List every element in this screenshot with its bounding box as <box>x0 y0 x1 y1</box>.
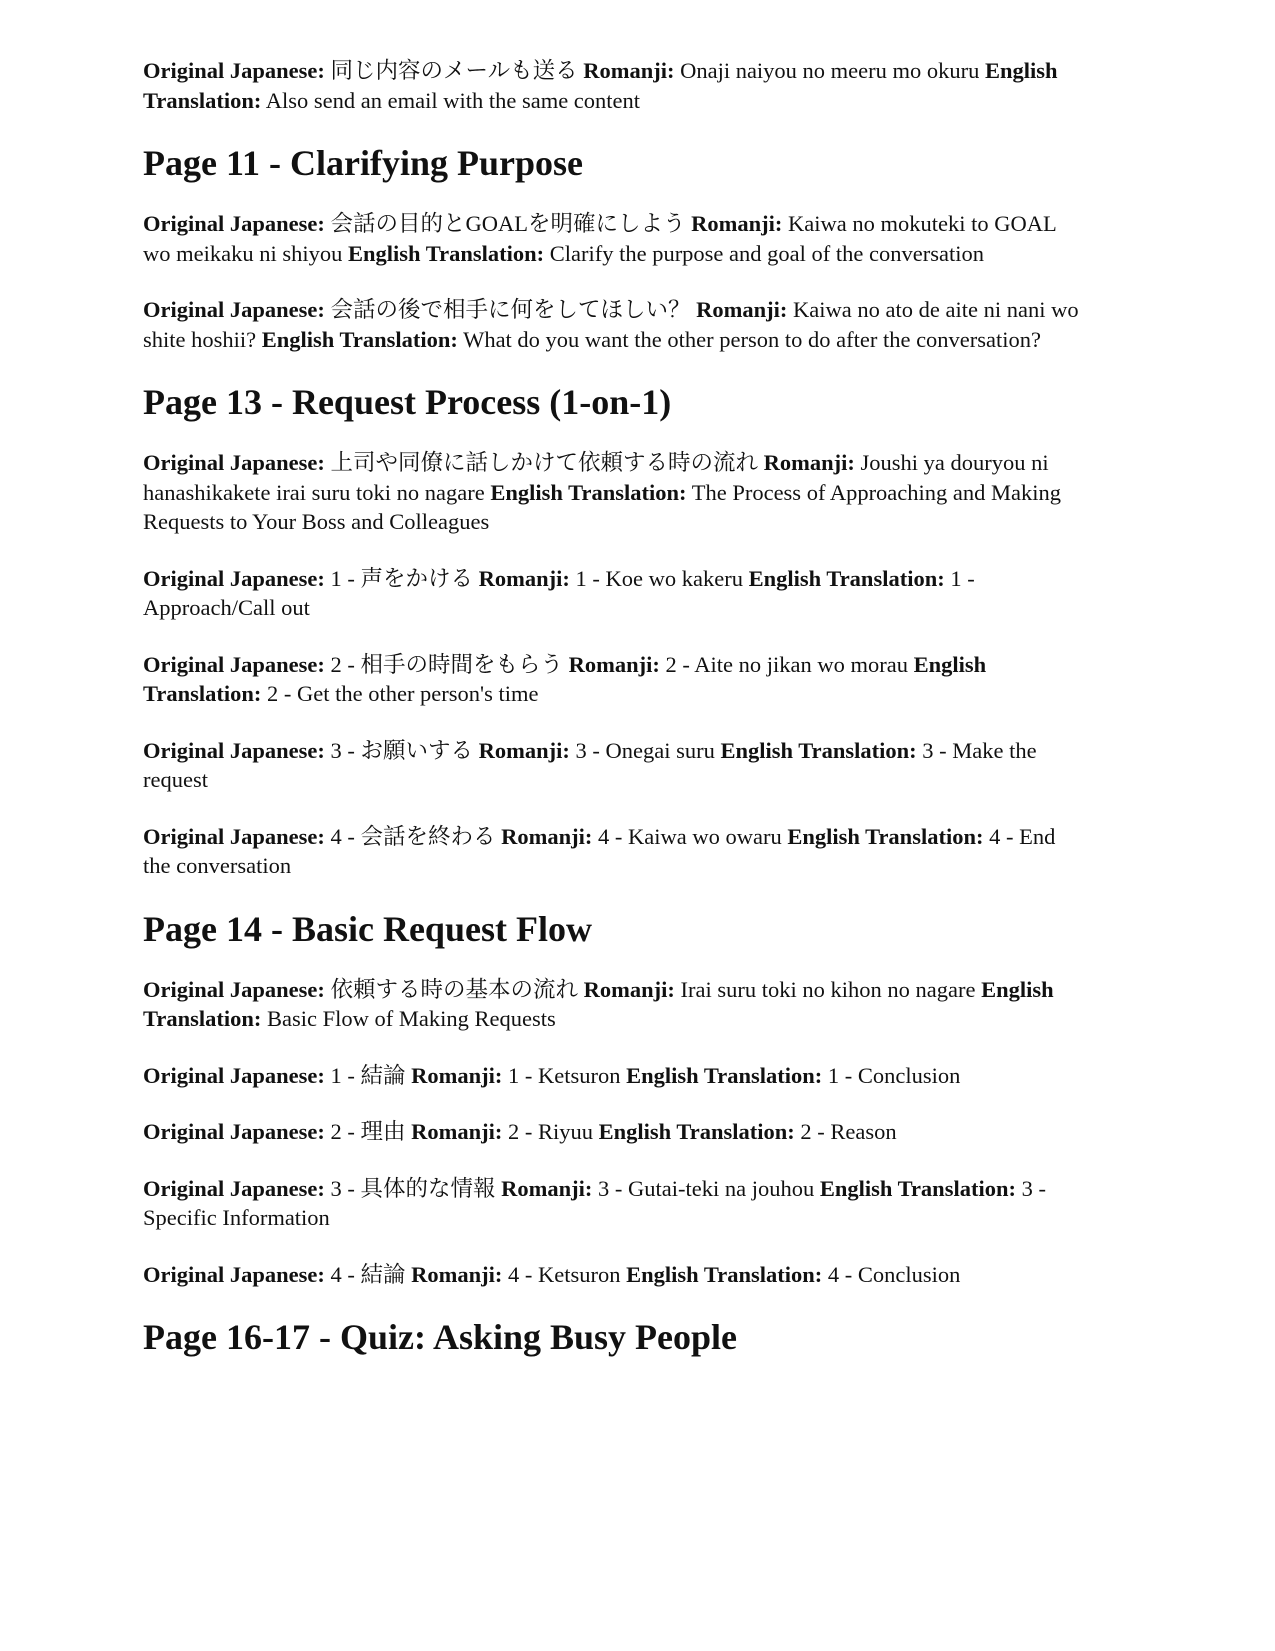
entry-p14-3 <box>143 1117 1083 1147</box>
romanji-text: 4 - Ketsuron <box>508 1261 621 1287</box>
entry-p11-1 <box>143 209 1083 268</box>
label-japanese: Original Japanese: <box>143 1062 325 1088</box>
entry-p13-4 <box>143 736 1083 795</box>
label-romanji: Romanji: <box>478 737 570 763</box>
english-text: 4 - End the conversation <box>143 823 1056 878</box>
label-english: English Translation: <box>143 58 1058 113</box>
romanji-text: 3 - Onegai suru <box>575 737 715 763</box>
entry-p13-2 <box>143 564 1083 623</box>
japanese-text: 3 - 具体的な情報 <box>330 1175 496 1201</box>
label-japanese: Original Japanese: <box>143 651 325 677</box>
label-english: English Translation: <box>626 1062 823 1088</box>
romanji-text: 1 - Koe wo kakeru <box>575 565 743 591</box>
section-heading-page-13: Page 13 - Request Process (1-on-1) <box>143 382 672 422</box>
label-japanese: Original Japanese: <box>143 58 325 83</box>
label-english: English Translation: <box>143 651 987 706</box>
english-text: 2 - Get the other person's time <box>266 681 539 706</box>
label-japanese: Original Japanese: <box>143 1119 325 1144</box>
label-english: English Translation: <box>819 1175 1016 1201</box>
japanese-text: 1 - 結論 <box>330 1062 406 1088</box>
japanese-text: 会話の目的とGOALを明確にしよう <box>330 211 686 236</box>
english-text: What do you want the other person to do after the conversation? <box>463 326 1042 352</box>
label-japanese: Original Japanese: <box>143 823 325 849</box>
label-romanji: Romanji: <box>411 1119 503 1144</box>
english-text: The Process of Approaching and Making Requests to Your Boss and Colleagues <box>143 479 1062 534</box>
japanese-text: 依頼する時の基本の流れ <box>330 976 579 1002</box>
romanji-text: 2 - Aite no jikan wo morau <box>665 651 908 677</box>
label-japanese: Original Japanese: <box>143 1261 325 1287</box>
label-romanji: Romanji: <box>583 58 675 83</box>
romanji-text: 3 - Gutai-teki na jouhou <box>598 1175 815 1201</box>
label-english: English Translation: <box>347 240 545 266</box>
japanese-text: 会話の後で相手に何をしてほしい？ <box>330 297 691 322</box>
label-romanji: Romanji: <box>411 1261 503 1287</box>
romanji-text: 2 - Riyuu <box>508 1119 594 1144</box>
label-japanese: Original Japanese: <box>143 737 325 763</box>
label-japanese: Original Japanese: <box>143 1175 325 1201</box>
label-english: English Translation: <box>720 737 917 763</box>
label-romanji: Romanji: <box>478 565 570 591</box>
label-romanji: Romanji: <box>696 297 788 322</box>
label-romanji: Romanji: <box>583 976 675 1002</box>
english-text: Clarify the purpose and goal of the conversation <box>549 240 984 266</box>
entry-p14-5 <box>143 1260 1083 1290</box>
label-romanji: Romanji: <box>501 823 593 849</box>
label-english: English Translation: <box>626 1261 823 1287</box>
japanese-text: 上司や同僚に話しかけて依頼する時の流れ <box>330 450 759 475</box>
label-japanese: Original Japanese: <box>143 976 325 1002</box>
romanji-text: Irai suru toki no kihon no nagare <box>680 976 976 1002</box>
english-text: 2 - Reason <box>800 1119 897 1144</box>
entry-p13-5 <box>143 822 1083 881</box>
entry-p11-2 <box>143 295 1083 354</box>
english-text: 4 - Conclusion <box>827 1261 961 1287</box>
entry-p13-3 <box>143 650 1083 709</box>
label-romanji: Romanji: <box>411 1062 503 1088</box>
english-text: 3 - Specific Information <box>143 1175 1046 1230</box>
label-japanese: Original Japanese: <box>143 565 325 591</box>
english-text: Also send an email with the same content <box>265 87 641 113</box>
label-english: English Translation: <box>748 565 945 591</box>
romanji-text: 1 - Ketsuron <box>508 1062 621 1088</box>
label-english: English Translation: <box>490 479 687 505</box>
romanji-text: Onaji naiyou no meeru mo okuru <box>680 58 980 83</box>
label-japanese: Original Japanese: <box>143 211 325 236</box>
japanese-text: 4 - 結論 <box>330 1261 406 1287</box>
section-heading-page-11: Page 11 - Clarifying Purpose <box>143 143 583 183</box>
entry-p14-2 <box>143 1061 1083 1091</box>
japanese-text: 4 - 会話を終わる <box>330 823 496 849</box>
label-japanese: Original Japanese: <box>143 450 325 475</box>
english-text: 3 - Make the request <box>143 737 1037 792</box>
entry-intro <box>143 56 1083 115</box>
document-page <box>143 56 1083 1357</box>
entry-p14-1 <box>143 975 1083 1034</box>
japanese-text: 2 - 理由 <box>330 1119 406 1144</box>
section-heading-page-14: Page 14 - Basic Request Flow <box>143 908 592 949</box>
japanese-text: 2 - 相手の時間をもらう <box>330 651 564 677</box>
entry-p14-4 <box>143 1174 1083 1233</box>
label-english: English Translation: <box>143 976 1054 1031</box>
label-romanji: Romanji: <box>501 1175 593 1201</box>
entry-p13-1 <box>143 448 1083 537</box>
japanese-text: 1 - 声をかける <box>330 565 474 591</box>
label-english: English Translation: <box>598 1119 795 1144</box>
label-romanji: Romanji: <box>763 450 855 475</box>
english-text: 1 - Conclusion <box>827 1062 961 1088</box>
romanji-text: Kaiwa no ato de aite ni nani wo shite hoshii? <box>143 297 1079 352</box>
romanji-text: Joushi ya douryou ni hanashikakete irai suru toki no nagare <box>143 450 1049 505</box>
label-english: English Translation: <box>261 326 458 352</box>
english-text: 1 - Approach/Call out <box>143 565 975 620</box>
japanese-text: 3 - お願いする <box>330 737 474 763</box>
label-romanji: Romanji: <box>568 651 660 677</box>
label-romanji: Romanji: <box>691 211 783 236</box>
label-english: English Translation: <box>787 823 984 849</box>
english-text: Basic Flow of Making Requests <box>266 1006 556 1031</box>
japanese-text: 同じ内容のメールも送る <box>330 58 578 83</box>
romanji-text: 4 - Kaiwa wo owaru <box>598 823 782 849</box>
romanji-text: Kaiwa no mokuteki to GOAL wo meikaku ni shiyou <box>143 211 1056 266</box>
label-japanese: Original Japanese: <box>143 297 325 322</box>
section-heading-page-16-17: Page 16-17 - Quiz: Asking Busy People <box>143 1317 738 1357</box>
